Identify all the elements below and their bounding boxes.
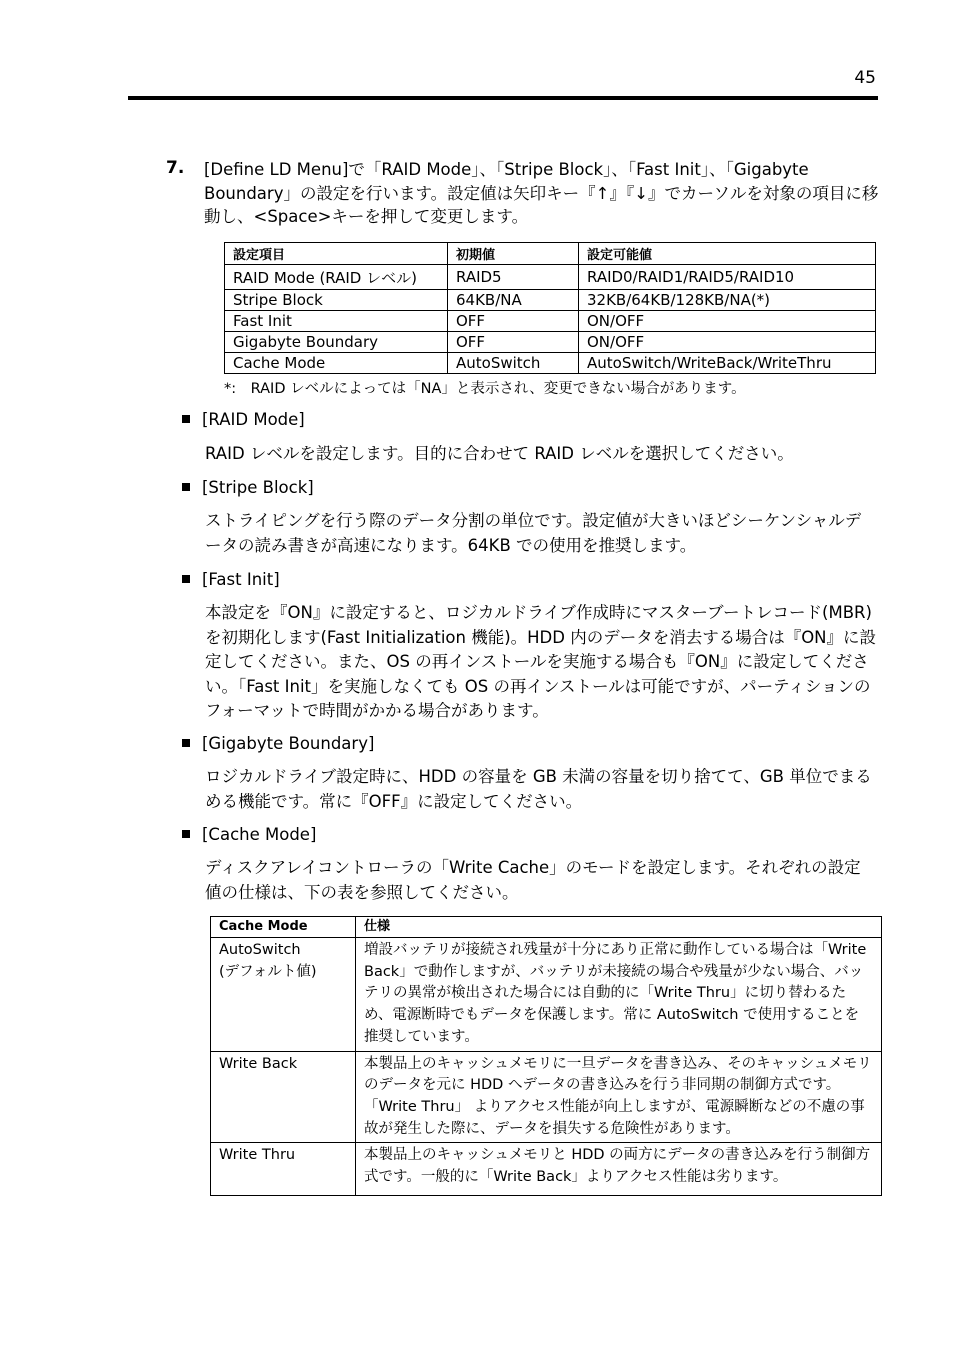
section-heading-text: [Gigabyte Boundary]	[202, 734, 375, 753]
section-body-cache-mode: ディスクアレイコントローラの「Write Cache」のモードを設定します。それぞれの設定値の仕様は、下の表を参照してください。	[205, 858, 861, 902]
section-body-stripe-block: ストライピングを行う際のデータ分割の単位です。設定値が大きいほどシーケンシャルデータの読み書きが高速になります。64KB での使用を推奨します。	[205, 511, 862, 555]
section-heading-cache-mode	[182, 825, 316, 844]
page-number: 45	[854, 68, 876, 88]
cache-mode-table	[210, 916, 882, 1196]
settings-table	[224, 242, 876, 374]
section-body-gigabyte-boundary: ロジカルドライブ設定時に、HDD の容量を GB 未満の容量を切り捨てて、GB 単位でまるめる機能です。常に『OFF』に設定してください。	[205, 767, 872, 811]
table-footnote: *: RAID レベルによっては「NA」と表示され、変更できない場合があります。	[224, 381, 746, 397]
bullet-square-icon	[182, 739, 190, 747]
table-cell: 32KB/64KB/128KB/NA(*)	[579, 290, 876, 311]
table-row	[225, 311, 876, 332]
table-cell: 64KB/NA	[448, 290, 579, 311]
bullet-square-icon	[182, 575, 190, 583]
cache-mode-cell: Write Back	[211, 1051, 356, 1143]
table-cell: OFF	[448, 311, 579, 332]
cache-table-header	[211, 917, 882, 938]
table-cell: ON/OFF	[579, 332, 876, 353]
table-row	[211, 1143, 882, 1195]
step-text: [Define LD Menu]で「RAID Mode」、「Stripe Block」、「Fast Init」、「Gigabyte Boundary」の設定を行います。設定値は矢印キー『↑』『↓』でカーソルを対象の項目に移動し、<Space>キーを押して変更します。	[204, 160, 879, 226]
bullet-square-icon	[182, 830, 190, 838]
table-cell: RAID0/RAID1/RAID5/RAID10	[579, 265, 876, 290]
table-cell: Stripe Block	[225, 290, 448, 311]
table-cell: ON/OFF	[579, 311, 876, 332]
cache-spec-cell: 増設バッテリが接続され残量が十分にあり正常に動作している場合は「Write Back」で動作しますが、バッテリが未接続の場合や残量が少ない場合、バッテリの異常が検出された場合には自動的に「Write Thru」に切り替わるため、電源断時でもデータを保護します。常に AutoSwitch で使用することを推奨しています。	[356, 938, 882, 1052]
table-row	[225, 353, 876, 374]
cache-spec-cell: 本製品上のキャッシュメモリと HDD の両方にデータの書き込みを行う制御方式です。一般的に「Write Back」よりアクセス性能は劣ります。	[356, 1143, 882, 1195]
table-cell: OFF	[448, 332, 579, 353]
cache-mode-cell: Write Thru	[211, 1143, 356, 1195]
table-cell: Fast Init	[225, 311, 448, 332]
section-heading-fast-init	[182, 570, 280, 589]
section-heading-text: [Fast Init]	[202, 570, 280, 589]
bullet-square-icon	[182, 483, 190, 491]
section-heading-raid-mode	[182, 410, 305, 429]
cache-mode-cell: AutoSwitch (デフォルト値)	[211, 938, 356, 1052]
table-cell: AutoSwitch	[448, 353, 579, 374]
cache-spec-cell: 本製品上のキャッシュメモリに一旦データを書き込み、そのキャッシュメモリのデータを元に HDD へデータの書き込みを行う非同期の制御方式です。「Write Thru」 よりアクセス性能が向上しますが、電源瞬断などの不慮の事故が発生した際に、データを損失する危険性があります。	[356, 1051, 882, 1143]
header-item: 設定項目	[225, 243, 448, 265]
table-cell: RAID Mode (RAID レベル)	[225, 265, 448, 290]
section-body-raid-mode: RAID レベルを設定します。目的に合わせて RAID レベルを選択してください。	[205, 444, 794, 463]
table-cell: Gigabyte Boundary	[225, 332, 448, 353]
step-number: 7.	[166, 158, 185, 178]
section-heading-gigabyte-boundary	[182, 734, 374, 753]
header-spec: 仕様	[356, 917, 882, 938]
header-default: 初期値	[448, 243, 579, 265]
table-row	[225, 265, 876, 290]
settings-table-header	[225, 243, 876, 265]
section-heading-stripe-block	[182, 478, 314, 497]
header-values: 設定可能値	[579, 243, 876, 265]
section-body-fast-init: 本設定を『ON』に設定すると、ロジカルドライブ作成時にマスターブートレコード(MBR)を初期化します(Fast Initialization 機能)。HDD 内のデータを消去する場合は『ON』に設定してください。また、OS の再インストールを実施する場合も『ON』に設定してください。「Fast Init」を実施しなくても OS の再インストールは可能ですが、パーティションのフォーマットで時間がかかる場合があります。	[205, 603, 877, 720]
section-heading-text: [Cache Mode]	[202, 825, 317, 844]
header-rule	[128, 96, 878, 100]
bullet-square-icon	[182, 415, 190, 423]
table-row	[225, 332, 876, 353]
table-cell: Cache Mode	[225, 353, 448, 374]
table-row	[211, 1051, 882, 1143]
table-row	[225, 290, 876, 311]
header-cache-mode: Cache Mode	[211, 917, 356, 938]
section-heading-text: [RAID Mode]	[202, 410, 305, 429]
table-cell: AutoSwitch/WriteBack/WriteThru	[579, 353, 876, 374]
table-cell: RAID5	[448, 265, 579, 290]
section-heading-text: [Stripe Block]	[202, 478, 314, 497]
table-row	[211, 938, 882, 1052]
